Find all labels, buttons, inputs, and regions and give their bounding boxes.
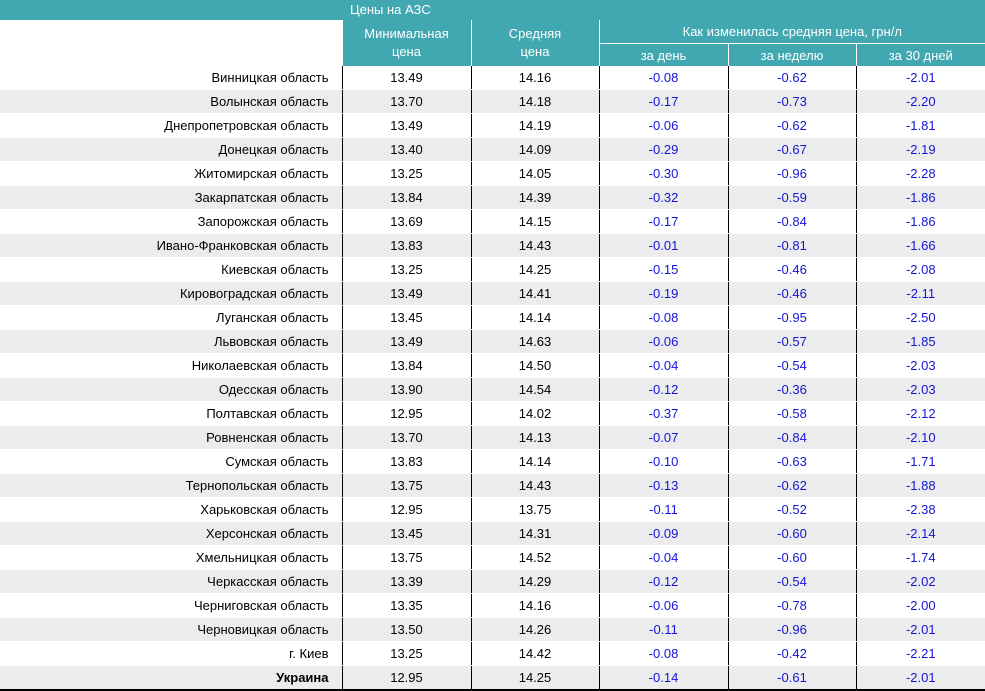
region-cell: Тернопольская область — [0, 474, 342, 498]
region-cell: г. Киев — [0, 642, 342, 666]
avg-price-cell: 14.02 — [471, 402, 599, 426]
region-cell: Хмельницкая область — [0, 546, 342, 570]
day-change-cell: -0.12 — [599, 378, 728, 402]
avg-price-header — [471, 20, 599, 66]
day-change-cell: -0.11 — [599, 498, 728, 522]
day-change-cell: -0.14 — [599, 666, 728, 691]
week-change-cell: -0.96 — [728, 618, 856, 642]
month-change-cell: -2.03 — [856, 378, 985, 402]
table-row — [0, 306, 985, 330]
min-price-cell: 13.45 — [342, 522, 471, 546]
table-row — [0, 666, 985, 691]
week-change-cell: -0.46 — [728, 258, 856, 282]
min-price-header — [342, 20, 471, 66]
week-change-cell: -0.67 — [728, 138, 856, 162]
region-cell: Черниговская область — [0, 594, 342, 618]
table-row — [0, 402, 985, 426]
min-price-cell: 13.50 — [342, 618, 471, 642]
min-price-cell: 13.75 — [342, 546, 471, 570]
change-group-header: Как изменилась средняя цена, грн/л — [599, 20, 985, 44]
day-change-cell: -0.06 — [599, 114, 728, 138]
region-cell: Днепропетровская область — [0, 114, 342, 138]
avg-price-cell: 14.52 — [471, 546, 599, 570]
table-row — [0, 618, 985, 642]
avg-price-header-line1: Средняя — [508, 26, 562, 41]
region-header — [0, 20, 342, 66]
table-row — [0, 642, 985, 666]
month-change-cell: -2.08 — [856, 258, 985, 282]
table-row — [0, 138, 985, 162]
week-change-cell: -0.54 — [728, 570, 856, 594]
week-change-cell: -0.63 — [728, 450, 856, 474]
week-change-cell: -0.42 — [728, 642, 856, 666]
day-change-cell: -0.09 — [599, 522, 728, 546]
week-change-cell: -0.78 — [728, 594, 856, 618]
day-change-header: за день — [599, 44, 728, 67]
table-row — [0, 282, 985, 306]
week-change-cell: -0.36 — [728, 378, 856, 402]
week-change-header: за неделю — [728, 44, 856, 67]
avg-price-cell: 14.19 — [471, 114, 599, 138]
region-cell: Киевская область — [0, 258, 342, 282]
month-change-cell: -2.03 — [856, 354, 985, 378]
region-cell: Кировоградская область — [0, 282, 342, 306]
min-price-cell: 13.75 — [342, 474, 471, 498]
week-change-cell: -0.62 — [728, 474, 856, 498]
min-price-cell: 13.69 — [342, 210, 471, 234]
region-cell: Сумская область — [0, 450, 342, 474]
week-change-cell: -0.58 — [728, 402, 856, 426]
region-cell: Одесская область — [0, 378, 342, 402]
table-row — [0, 354, 985, 378]
min-price-cell: 13.84 — [342, 186, 471, 210]
week-change-cell: -0.62 — [728, 114, 856, 138]
min-price-cell: 13.25 — [342, 642, 471, 666]
week-change-cell: -0.57 — [728, 330, 856, 354]
fuel-price-table — [0, 20, 985, 691]
min-price-cell: 13.25 — [342, 258, 471, 282]
month-change-header: за 30 дней — [856, 44, 985, 67]
day-change-cell: -0.06 — [599, 594, 728, 618]
avg-price-cell: 14.14 — [471, 450, 599, 474]
avg-price-cell: 14.54 — [471, 378, 599, 402]
min-price-cell: 12.95 — [342, 666, 471, 691]
region-cell: Черкасская область — [0, 570, 342, 594]
week-change-cell: -0.96 — [728, 162, 856, 186]
min-price-cell: 13.39 — [342, 570, 471, 594]
month-change-cell: -1.88 — [856, 474, 985, 498]
week-change-cell: -0.95 — [728, 306, 856, 330]
month-change-cell: -2.28 — [856, 162, 985, 186]
avg-price-cell: 14.09 — [471, 138, 599, 162]
min-price-cell: 13.49 — [342, 282, 471, 306]
month-change-cell: -2.14 — [856, 522, 985, 546]
avg-price-cell: 14.14 — [471, 306, 599, 330]
avg-price-cell: 14.31 — [471, 522, 599, 546]
month-change-cell: -1.81 — [856, 114, 985, 138]
region-cell: Украина — [0, 666, 342, 691]
region-cell: Ровненская область — [0, 426, 342, 450]
avg-price-cell: 14.63 — [471, 330, 599, 354]
day-change-cell: -0.29 — [599, 138, 728, 162]
min-price-cell: 12.95 — [342, 402, 471, 426]
region-cell: Житомирская область — [0, 162, 342, 186]
day-change-cell: -0.04 — [599, 354, 728, 378]
day-change-cell: -0.37 — [599, 402, 728, 426]
avg-price-cell: 14.25 — [471, 258, 599, 282]
avg-price-cell: 14.42 — [471, 642, 599, 666]
month-change-cell: -1.71 — [856, 450, 985, 474]
table-title: Цены на АЗС — [0, 0, 985, 20]
day-change-cell: -0.15 — [599, 258, 728, 282]
month-change-cell: -2.01 — [856, 66, 985, 90]
avg-price-cell: 14.13 — [471, 426, 599, 450]
min-price-cell: 13.83 — [342, 234, 471, 258]
avg-price-cell: 14.50 — [471, 354, 599, 378]
region-cell: Николаевская область — [0, 354, 342, 378]
month-change-cell: -2.19 — [856, 138, 985, 162]
day-change-cell: -0.13 — [599, 474, 728, 498]
min-price-header-line1: Минимальная — [364, 26, 449, 41]
table-row — [0, 450, 985, 474]
avg-price-cell: 14.05 — [471, 162, 599, 186]
day-change-cell: -0.06 — [599, 330, 728, 354]
avg-price-cell: 14.43 — [471, 234, 599, 258]
month-change-cell: -2.50 — [856, 306, 985, 330]
table-row — [0, 66, 985, 90]
region-cell: Закарпатская область — [0, 186, 342, 210]
table-row — [0, 498, 985, 522]
region-cell: Черновицкая область — [0, 618, 342, 642]
region-cell: Луганская область — [0, 306, 342, 330]
day-change-cell: -0.30 — [599, 162, 728, 186]
day-change-cell: -0.08 — [599, 66, 728, 90]
min-price-cell: 13.84 — [342, 354, 471, 378]
region-cell: Львовская область — [0, 330, 342, 354]
avg-price-cell: 14.41 — [471, 282, 599, 306]
month-change-cell: -2.00 — [856, 594, 985, 618]
avg-price-cell: 14.25 — [471, 666, 599, 691]
table-row — [0, 90, 985, 114]
month-change-cell: -2.01 — [856, 618, 985, 642]
table-row — [0, 426, 985, 450]
day-change-cell: -0.12 — [599, 570, 728, 594]
avg-price-header-line2: цена — [520, 44, 550, 59]
min-price-cell: 13.70 — [342, 426, 471, 450]
month-change-cell: -1.85 — [856, 330, 985, 354]
month-change-cell: -2.12 — [856, 402, 985, 426]
min-price-cell: 13.45 — [342, 306, 471, 330]
table-row — [0, 234, 985, 258]
day-change-cell: -0.17 — [599, 90, 728, 114]
region-cell: Волынская область — [0, 90, 342, 114]
region-cell: Запорожская область — [0, 210, 342, 234]
min-price-cell: 13.70 — [342, 90, 471, 114]
day-change-cell: -0.04 — [599, 546, 728, 570]
min-price-cell: 13.90 — [342, 378, 471, 402]
region-cell: Ивано-Франковская область — [0, 234, 342, 258]
week-change-cell: -0.52 — [728, 498, 856, 522]
min-price-cell: 13.83 — [342, 450, 471, 474]
day-change-cell: -0.19 — [599, 282, 728, 306]
avg-price-cell: 14.15 — [471, 210, 599, 234]
avg-price-cell: 14.26 — [471, 618, 599, 642]
table-row — [0, 546, 985, 570]
avg-price-cell: 14.18 — [471, 90, 599, 114]
table-row — [0, 162, 985, 186]
month-change-cell: -2.38 — [856, 498, 985, 522]
min-price-cell: 13.35 — [342, 594, 471, 618]
day-change-cell: -0.07 — [599, 426, 728, 450]
table-row — [0, 474, 985, 498]
day-change-cell: -0.08 — [599, 642, 728, 666]
week-change-cell: -0.62 — [728, 66, 856, 90]
min-price-cell: 13.49 — [342, 114, 471, 138]
region-cell: Херсонская область — [0, 522, 342, 546]
avg-price-cell: 13.75 — [471, 498, 599, 522]
week-change-cell: -0.84 — [728, 210, 856, 234]
week-change-cell: -0.46 — [728, 282, 856, 306]
month-change-cell: -2.20 — [856, 90, 985, 114]
month-change-cell: -2.10 — [856, 426, 985, 450]
avg-price-cell: 14.39 — [471, 186, 599, 210]
week-change-cell: -0.60 — [728, 522, 856, 546]
table-row — [0, 570, 985, 594]
week-change-cell: -0.81 — [728, 234, 856, 258]
table-row — [0, 114, 985, 138]
month-change-cell: -1.86 — [856, 186, 985, 210]
month-change-cell: -2.21 — [856, 642, 985, 666]
day-change-cell: -0.08 — [599, 306, 728, 330]
avg-price-cell: 14.43 — [471, 474, 599, 498]
month-change-cell: -1.66 — [856, 234, 985, 258]
month-change-cell: -2.01 — [856, 666, 985, 691]
week-change-cell: -0.61 — [728, 666, 856, 691]
week-change-cell: -0.54 — [728, 354, 856, 378]
avg-price-cell: 14.29 — [471, 570, 599, 594]
table-row — [0, 378, 985, 402]
month-change-cell: -2.11 — [856, 282, 985, 306]
avg-price-cell: 14.16 — [471, 66, 599, 90]
min-price-cell: 13.25 — [342, 162, 471, 186]
region-cell: Винницкая область — [0, 66, 342, 90]
region-cell: Полтавская область — [0, 402, 342, 426]
day-change-cell: -0.10 — [599, 450, 728, 474]
min-price-cell: 13.40 — [342, 138, 471, 162]
table-row — [0, 330, 985, 354]
day-change-cell: -0.01 — [599, 234, 728, 258]
week-change-cell: -0.84 — [728, 426, 856, 450]
min-price-cell: 13.49 — [342, 330, 471, 354]
min-price-header-line2: цена — [392, 44, 421, 59]
table-row — [0, 594, 985, 618]
region-cell: Харьковская область — [0, 498, 342, 522]
day-change-cell: -0.32 — [599, 186, 728, 210]
week-change-cell: -0.73 — [728, 90, 856, 114]
month-change-cell: -1.74 — [856, 546, 985, 570]
month-change-cell: -1.86 — [856, 210, 985, 234]
month-change-cell: -2.02 — [856, 570, 985, 594]
week-change-cell: -0.60 — [728, 546, 856, 570]
avg-price-cell: 14.16 — [471, 594, 599, 618]
region-cell: Донецкая область — [0, 138, 342, 162]
day-change-cell: -0.17 — [599, 210, 728, 234]
week-change-cell: -0.59 — [728, 186, 856, 210]
table-row — [0, 210, 985, 234]
min-price-cell: 12.95 — [342, 498, 471, 522]
min-price-cell: 13.49 — [342, 66, 471, 90]
table-row — [0, 258, 985, 282]
day-change-cell: -0.11 — [599, 618, 728, 642]
table-row — [0, 522, 985, 546]
table-row — [0, 186, 985, 210]
